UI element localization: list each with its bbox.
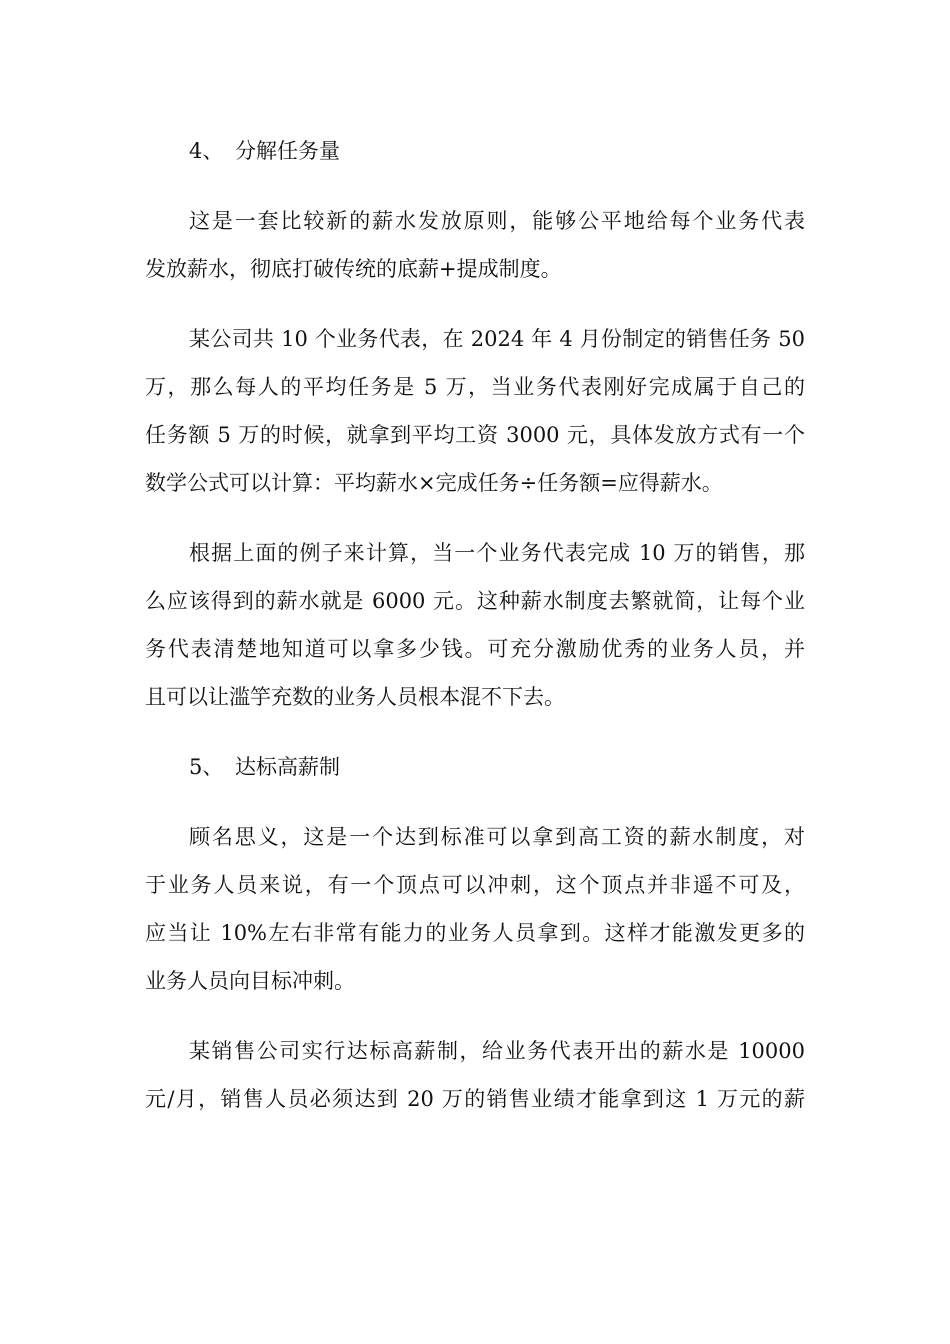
text-line: 应当让 10%左右非常有能力的业务人员拿到。这样才能激发更多的	[145, 921, 805, 945]
text-line: 么应该得到的薪水就是 6000 元。这种薪水制度去繁就简，让每个业	[145, 589, 805, 613]
paragraph	[145, 197, 805, 293]
paragraph	[145, 1027, 805, 1123]
text-line: 任务额 5 万的时候，就拿到平均工资 3000 元，具体发放方式有一个	[145, 423, 805, 447]
text-line: 某销售公司实行达标高薪制，给业务代表开出的薪水是 10000	[189, 1039, 805, 1063]
section-heading-5	[145, 743, 805, 791]
text-line: 元/月，销售人员必须达到 20 万的销售业绩才能拿到这 1 万元的薪	[145, 1087, 805, 1111]
text-line: 万，那么每人的平均任务是 5 万，当业务代表刚好完成属于自己的	[145, 375, 805, 399]
paragraph	[145, 813, 805, 1005]
section-heading-4	[145, 127, 805, 175]
document-body	[145, 127, 805, 1145]
text-line: 某公司共 10 个业务代表，在 2024 年 4 月份制定的销售任务 50	[189, 327, 805, 351]
text-line: 发放薪水，彻底打破传统的底薪+提成制度。	[145, 257, 562, 281]
section-title: 分解任务量	[235, 139, 340, 163]
text-line: 顾名思义，这是一个达到标准可以拿到高工资的薪水制度，对	[189, 825, 805, 849]
text-line: 这是一套比较新的薪水发放原则，能够公平地给每个业务代表	[189, 209, 805, 233]
paragraph	[145, 315, 805, 507]
section-number: 5、	[189, 755, 224, 779]
text-line: 业务人员向目标冲刺。	[145, 969, 355, 993]
text-line: 数学公式可以计算：平均薪水×完成任务÷任务额=应得薪水。	[145, 471, 723, 495]
section-number: 4、	[189, 139, 224, 163]
section-title: 达标高薪制	[235, 755, 340, 779]
paragraph	[145, 529, 805, 721]
text-line: 务代表清楚地知道可以拿多少钱。可充分激励优秀的业务人员，并	[145, 637, 805, 661]
text-line: 于业务人员来说，有一个顶点可以冲刺，这个顶点并非遥不可及，	[145, 873, 805, 897]
text-line: 根据上面的例子来计算，当一个业务代表完成 10 万的销售，那	[189, 541, 805, 565]
text-line: 且可以让滥竽充数的业务人员根本混不下去。	[145, 685, 565, 709]
